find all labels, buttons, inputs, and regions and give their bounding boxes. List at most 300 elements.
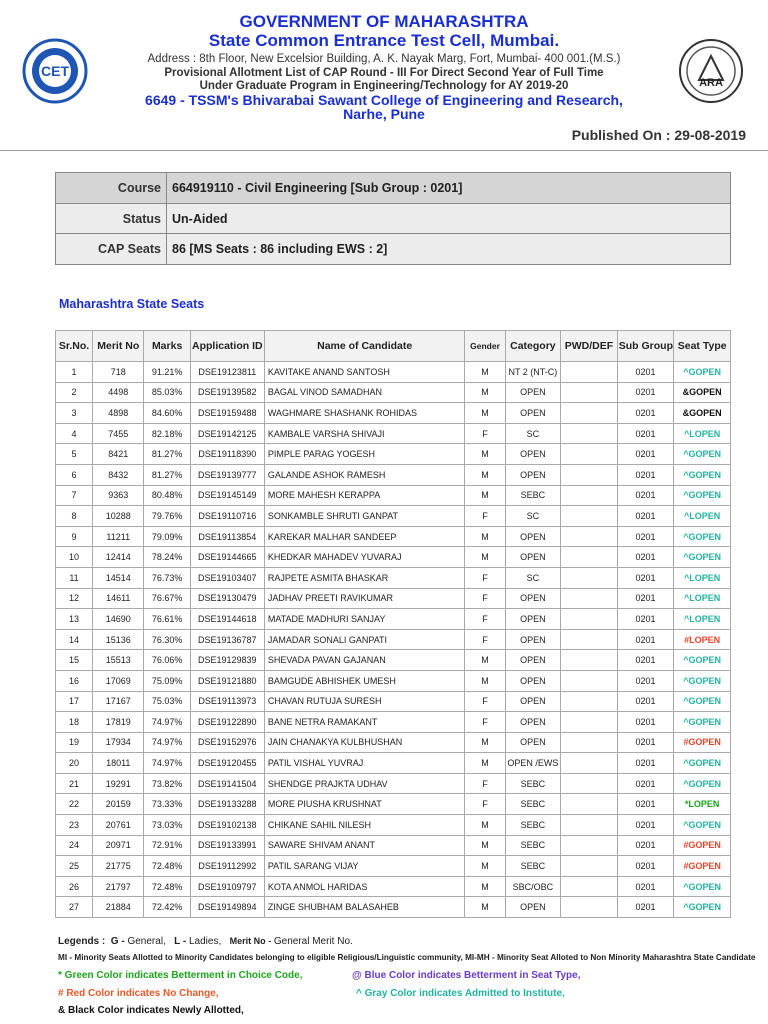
cell-candidate-name: RAJPETE ASMITA BHASKAR (264, 567, 465, 588)
cell-marks: 72.48% (144, 876, 190, 897)
table-row (56, 773, 731, 794)
cell-sub-group: 0201 (617, 650, 674, 671)
cell-gender: M (465, 547, 505, 568)
cell-sr-no: 19 (56, 732, 93, 753)
cell-application-id: DSE19139777 (190, 464, 264, 485)
cell-marks: 81.27% (144, 464, 190, 485)
cell-merit-no: 10288 (93, 506, 144, 527)
legend-l-value: Ladies, (189, 936, 222, 947)
page-header (0, 0, 768, 150)
cell-application-id: DSE19113854 (190, 526, 264, 547)
cell-category: OPEN (505, 629, 561, 650)
cell-application-id: DSE19152976 (190, 732, 264, 753)
cell-candidate-name: MATADE MADHURI SANJAY (264, 609, 465, 630)
provisional-list-title: Provisional Allotment List of CAP Round - III For Direct Second Year of Full Time (164, 67, 604, 79)
cell-marks: 76.30% (144, 629, 190, 650)
cell-gender: M (465, 464, 505, 485)
cell-merit-no: 17167 (93, 691, 144, 712)
cell-application-id: DSE19103407 (190, 567, 264, 588)
cell-seat-type: #GOPEN (674, 856, 731, 877)
cell-merit-no: 8421 (93, 444, 144, 465)
cell-gender: F (465, 794, 505, 815)
cell-merit-no: 20971 (93, 835, 144, 856)
cell-sr-no: 5 (56, 444, 93, 465)
cell-candidate-name: SONKAMBLE SHRUTI GANPAT (264, 506, 465, 527)
cell-category: SBC/OBC (505, 876, 561, 897)
cell-seat-type: ^LOPEN (674, 423, 731, 444)
cell-gender: F (465, 506, 505, 527)
cell-sr-no: 14 (56, 629, 93, 650)
status-label: Status (56, 204, 167, 234)
address-line: Address : 8th Floor, New Excelsior Building, A. K. Nayak Marg, Fort, Mumbai- 400 001.(M.S.) (147, 53, 621, 65)
col-header-pwd-def: PWD/DEF (561, 331, 618, 362)
col-header-merit-no: Merit No (93, 331, 144, 362)
cell-merit-no: 19291 (93, 773, 144, 794)
cell-seat-type: ^GOPEN (674, 876, 731, 897)
cell-merit-no: 21797 (93, 876, 144, 897)
cell-seat-type: ^LOPEN (674, 506, 731, 527)
cell-category: OPEN /EWS (505, 753, 561, 774)
cell-sr-no: 24 (56, 835, 93, 856)
col-header-name: Name of Candidate (264, 331, 465, 362)
legend-l-key: L - (174, 936, 187, 947)
col-header-seat-type: Seat Type (674, 331, 731, 362)
cell-merit-no: 12414 (93, 547, 144, 568)
cell-marks: 74.97% (144, 732, 190, 753)
cell-gender: M (465, 485, 505, 506)
cell-pwd-def (561, 588, 618, 609)
cell-sub-group: 0201 (617, 691, 674, 712)
cell-category: OPEN (505, 382, 561, 403)
table-row (56, 897, 731, 918)
cell-merit-no: 14611 (93, 588, 144, 609)
cell-candidate-name: SAWARE SHIVAM ANANT (264, 835, 465, 856)
cell-marks: 76.73% (144, 567, 190, 588)
cell-pwd-def (561, 670, 618, 691)
cell-sub-group: 0201 (617, 609, 674, 630)
cell-seat-type: ^GOPEN (674, 773, 731, 794)
cell-application-id: DSE19122890 (190, 712, 264, 733)
cell-sr-no: 2 (56, 382, 93, 403)
cell-category: OPEN (505, 732, 561, 753)
cell-marks: 81.27% (144, 444, 190, 465)
col-header-sub-group: Sub Group (617, 331, 674, 362)
course-value: 664919110 - Civil Engineering [Sub Group : 0201] (167, 173, 731, 204)
cell-seat-type: ^GOPEN (674, 362, 731, 383)
cell-category: SEBC (505, 835, 561, 856)
cell-seat-type: #GOPEN (674, 732, 731, 753)
cell-merit-no: 718 (93, 362, 144, 383)
cell-sub-group: 0201 (617, 897, 674, 918)
cell-application-id: DSE19141504 (190, 773, 264, 794)
cell-pwd-def (561, 835, 618, 856)
cell-merit-no: 8432 (93, 464, 144, 485)
cap-seats-label: CAP Seats (56, 234, 167, 265)
cell-category: OPEN (505, 670, 561, 691)
cell-gender: F (465, 588, 505, 609)
cell-sub-group: 0201 (617, 547, 674, 568)
cell-category: OPEN (505, 588, 561, 609)
cell-sub-group: 0201 (617, 485, 674, 506)
course-info-table (55, 172, 731, 265)
table-row (56, 815, 731, 836)
cell-category: OPEN (505, 650, 561, 671)
legend-g-key: G - (110, 936, 125, 947)
cell-application-id: DSE19112992 (190, 856, 264, 877)
allotment-table (55, 330, 731, 918)
cell-pwd-def (561, 650, 618, 671)
table-row (56, 526, 731, 547)
cell-pwd-def (561, 794, 618, 815)
cell-application-id: DSE19144665 (190, 547, 264, 568)
cell-gender: M (465, 382, 505, 403)
course-row (56, 173, 731, 204)
table-row (56, 835, 731, 856)
cell-gender: M (465, 835, 505, 856)
cell-gender: F (465, 423, 505, 444)
cell-category: SEBC (505, 856, 561, 877)
cell-sub-group: 0201 (617, 464, 674, 485)
cell-category: OPEN (505, 547, 561, 568)
cell-application-id: DSE19123811 (190, 362, 264, 383)
cell-category: OPEN (505, 712, 561, 733)
cell-application-id: DSE19109797 (190, 876, 264, 897)
cell-marks: 74.97% (144, 712, 190, 733)
cell-gender: F (465, 691, 505, 712)
government-title: GOVERNMENT OF MAHARASHTRA (239, 12, 529, 31)
cell-sr-no: 3 (56, 403, 93, 424)
program-title: Under Graduate Program in Engineering/Technology for AY 2019-20 (199, 80, 569, 92)
cell-pwd-def (561, 506, 618, 527)
cell-candidate-name: WAGHMARE SHASHANK ROHIDAS (264, 403, 465, 424)
cell-sub-group: 0201 (617, 382, 674, 403)
college-name-line2: Narhe, Pune (343, 106, 425, 122)
cell-candidate-name: KAMBALE VARSHA SHIVAJI (264, 423, 465, 444)
cell-sr-no: 21 (56, 773, 93, 794)
section-title: Maharashtra State Seats (59, 297, 205, 311)
cell-marks: 84.60% (144, 403, 190, 424)
cet-logo-text: CET (41, 63, 69, 79)
cell-sr-no: 18 (56, 712, 93, 733)
cell-gender: M (465, 526, 505, 547)
cell-pwd-def (561, 464, 618, 485)
cell-marks: 75.03% (144, 691, 190, 712)
table-row (56, 444, 731, 465)
cell-merit-no: 7455 (93, 423, 144, 444)
cell-pwd-def (561, 753, 618, 774)
cell-sr-no: 22 (56, 794, 93, 815)
cell-marks: 73.03% (144, 815, 190, 836)
cell-candidate-name: BAMGUDE ABHISHEK UMESH (264, 670, 465, 691)
cell-sr-no: 8 (56, 506, 93, 527)
cell-sr-no: 6 (56, 464, 93, 485)
cell-sub-group: 0201 (617, 423, 674, 444)
cell-candidate-name: KHEDKAR MAHADEV YUVARAJ (264, 547, 465, 568)
cell-gender: M (465, 650, 505, 671)
cell-merit-no: 21884 (93, 897, 144, 918)
cell-pwd-def (561, 629, 618, 650)
status-row (56, 204, 731, 234)
cell-merit-no: 14690 (93, 609, 144, 630)
cell-pwd-def (561, 485, 618, 506)
cell-seat-type: ^GOPEN (674, 485, 731, 506)
cell-sr-no: 11 (56, 567, 93, 588)
cell-pwd-def (561, 691, 618, 712)
college-name (0, 93, 768, 121)
cell-candidate-name: GALANDE ASHOK RAMESH (264, 464, 465, 485)
cell-category: SC (505, 423, 561, 444)
cell-sub-group: 0201 (617, 506, 674, 527)
cell-title: State Common Entrance Test Cell, Mumbai. (208, 31, 560, 50)
cell-merit-no: 17819 (93, 712, 144, 733)
cell-seat-type: ^GOPEN (674, 712, 731, 733)
cell-sub-group: 0201 (617, 712, 674, 733)
legend-red: # Red Color indicates No Change, (58, 988, 219, 999)
cell-application-id: DSE19129839 (190, 650, 264, 671)
cell-gender: M (465, 815, 505, 836)
cell-category: SC (505, 567, 561, 588)
cell-seat-type: #GOPEN (674, 835, 731, 856)
cell-application-id: DSE19145149 (190, 485, 264, 506)
legend-g-value: General, (127, 936, 166, 947)
cell-application-id: DSE19118390 (190, 444, 264, 465)
cell-marks: 75.09% (144, 670, 190, 691)
cell-candidate-name: SHEVADA PAVAN GAJANAN (264, 650, 465, 671)
cell-seat-type: ^GOPEN (674, 444, 731, 465)
col-header-gender: Gender (465, 331, 505, 362)
cell-sr-no: 9 (56, 526, 93, 547)
cell-pwd-def (561, 567, 618, 588)
cell-application-id: DSE19133991 (190, 835, 264, 856)
cell-sr-no: 23 (56, 815, 93, 836)
cell-marks: 80.48% (144, 485, 190, 506)
legend-minority-line: MI - Minority Seats Allotted to Minority Candidates belonging to eligible Religious/Linguistic community, MI-MH - Minority Seat Alloted to Non Minority Maharashtra State Candidate (58, 953, 756, 962)
legend-merit-value: General Merit No. (273, 936, 353, 947)
legend-blue: @ Blue Color indicates Betterment in Seat Type, (352, 970, 581, 981)
cell-merit-no: 4898 (93, 403, 144, 424)
cell-marks: 85.03% (144, 382, 190, 403)
col-header-sr-no: Sr.No. (56, 331, 93, 362)
cell-sub-group: 0201 (617, 362, 674, 383)
cell-category: OPEN (505, 444, 561, 465)
cell-candidate-name: PATIL VISHAL YUVRAJ (264, 753, 465, 774)
table-row (56, 382, 731, 403)
cell-gender: M (465, 897, 505, 918)
table-row (56, 567, 731, 588)
table-row (56, 670, 731, 691)
cell-category: SEBC (505, 485, 561, 506)
cell-category: NT 2 (NT-C) (505, 362, 561, 383)
cell-pwd-def (561, 362, 618, 383)
cell-category: OPEN (505, 691, 561, 712)
cell-marks: 72.42% (144, 897, 190, 918)
cell-sr-no: 12 (56, 588, 93, 609)
cell-pwd-def (561, 526, 618, 547)
cell-sr-no: 1 (56, 362, 93, 383)
legend-label: Legends : (58, 936, 106, 947)
cell-application-id: DSE19121880 (190, 670, 264, 691)
table-row (56, 362, 731, 383)
table-row (56, 650, 731, 671)
cell-gender: M (465, 362, 505, 383)
cell-candidate-name: ZINGE SHUBHAM BALASAHEB (264, 897, 465, 918)
header-divider (0, 150, 768, 151)
cell-gender: F (465, 609, 505, 630)
cell-marks: 73.82% (144, 773, 190, 794)
cell-pwd-def (561, 712, 618, 733)
cell-merit-no: 14514 (93, 567, 144, 588)
cell-sub-group: 0201 (617, 567, 674, 588)
cell-seat-type: #LOPEN (674, 629, 731, 650)
cell-candidate-name: JAMADAR SONALI GANPATI (264, 629, 465, 650)
table-row (56, 506, 731, 527)
cell-pwd-def (561, 732, 618, 753)
cell-marks: 82.18% (144, 423, 190, 444)
cell-application-id: DSE19110716 (190, 506, 264, 527)
cell-gender: F (465, 712, 505, 733)
cell-sub-group: 0201 (617, 773, 674, 794)
cell-category: SEBC (505, 794, 561, 815)
cell-gender: M (465, 856, 505, 877)
cell-pwd-def (561, 444, 618, 465)
cell-gender: M (465, 444, 505, 465)
cell-pwd-def (561, 876, 618, 897)
cell-candidate-name: KOTA ANMOL HARIDAS (264, 876, 465, 897)
cell-category: OPEN (505, 609, 561, 630)
table-row (56, 403, 731, 424)
cell-seat-type: ^LOPEN (674, 567, 731, 588)
status-value: Un-Aided (167, 204, 731, 234)
cell-merit-no: 15513 (93, 650, 144, 671)
cell-merit-no: 9363 (93, 485, 144, 506)
cell-sub-group: 0201 (617, 815, 674, 836)
cell-sr-no: 27 (56, 897, 93, 918)
table-row (56, 464, 731, 485)
table-row (56, 629, 731, 650)
cap-seats-row (56, 234, 731, 265)
course-label: Course (56, 173, 167, 204)
cell-merit-no: 17934 (93, 732, 144, 753)
cell-seat-type: ^GOPEN (674, 691, 731, 712)
cell-merit-no: 21775 (93, 856, 144, 877)
table-row (56, 732, 731, 753)
cell-marks: 72.91% (144, 835, 190, 856)
table-row (56, 609, 731, 630)
col-header-marks: Marks (144, 331, 190, 362)
cell-gender: M (465, 732, 505, 753)
cell-pwd-def (561, 547, 618, 568)
cell-gender: M (465, 876, 505, 897)
cell-application-id: DSE19130479 (190, 588, 264, 609)
cell-sub-group: 0201 (617, 876, 674, 897)
cell-sr-no: 20 (56, 753, 93, 774)
cell-category: OPEN (505, 897, 561, 918)
cell-application-id: DSE19136787 (190, 629, 264, 650)
cell-pwd-def (561, 815, 618, 836)
cell-candidate-name: PATIL SARANG VIJAY (264, 856, 465, 877)
table-row (56, 588, 731, 609)
cell-pwd-def (561, 423, 618, 444)
cell-seat-type: ^GOPEN (674, 753, 731, 774)
cell-seat-type: ^LOPEN (674, 588, 731, 609)
cell-marks: 73.33% (144, 794, 190, 815)
cell-seat-type: &GOPEN (674, 382, 731, 403)
cell-application-id: DSE19113973 (190, 691, 264, 712)
cell-merit-no: 18011 (93, 753, 144, 774)
cell-pwd-def (561, 403, 618, 424)
cell-candidate-name: KAVITAKE ANAND SANTOSH (264, 362, 465, 383)
col-header-application-id: Application ID (190, 331, 264, 362)
table-row (56, 876, 731, 897)
table-row (56, 691, 731, 712)
table-header-row (56, 331, 731, 362)
cell-gender: M (465, 753, 505, 774)
cell-application-id: DSE19159488 (190, 403, 264, 424)
table-body (56, 362, 731, 918)
cell-pwd-def (561, 856, 618, 877)
cell-marks: 79.09% (144, 526, 190, 547)
cell-pwd-def (561, 609, 618, 630)
cell-application-id: DSE19139582 (190, 382, 264, 403)
cell-marks: 76.61% (144, 609, 190, 630)
cell-merit-no: 11211 (93, 526, 144, 547)
cell-sub-group: 0201 (617, 794, 674, 815)
table-row (56, 856, 731, 877)
cell-candidate-name: PIMPLE PARAG YOGESH (264, 444, 465, 465)
cell-marks: 76.67% (144, 588, 190, 609)
cell-seat-type: ^GOPEN (674, 464, 731, 485)
cell-pwd-def (561, 897, 618, 918)
cell-sr-no: 15 (56, 650, 93, 671)
cell-merit-no: 20159 (93, 794, 144, 815)
cell-candidate-name: BAGAL VINOD SAMADHAN (264, 382, 465, 403)
cell-pwd-def (561, 382, 618, 403)
cell-category: OPEN (505, 526, 561, 547)
cell-category: SC (505, 506, 561, 527)
cell-marks: 72.48% (144, 856, 190, 877)
cell-gender: F (465, 629, 505, 650)
cell-seat-type: ^GOPEN (674, 670, 731, 691)
cell-candidate-name: CHIKANE SAHIL NILESH (264, 815, 465, 836)
cell-seat-type: ^GOPEN (674, 547, 731, 568)
cell-marks: 74.97% (144, 753, 190, 774)
cell-gender: F (465, 567, 505, 588)
cell-sr-no: 10 (56, 547, 93, 568)
cell-marks: 79.76% (144, 506, 190, 527)
cell-candidate-name: CHAVAN RUTUJA SURESH (264, 691, 465, 712)
cell-sub-group: 0201 (617, 403, 674, 424)
cell-application-id: DSE19133288 (190, 794, 264, 815)
legend-gray: ^ Gray Color indicates Admitted to Institute, (356, 988, 565, 999)
cell-sub-group: 0201 (617, 629, 674, 650)
cell-sub-group: 0201 (617, 444, 674, 465)
college-name-line1: 6649 - TSSM's Bhivarabai Sawant College of Engineering and Research, (145, 92, 623, 108)
cell-pwd-def (561, 773, 618, 794)
cell-sr-no: 7 (56, 485, 93, 506)
cell-candidate-name: BANE NETRA RAMAKANT (264, 712, 465, 733)
cell-marks: 76.06% (144, 650, 190, 671)
cell-merit-no: 17069 (93, 670, 144, 691)
cell-application-id: DSE19102138 (190, 815, 264, 836)
legend-merit-key: Merit No - (229, 936, 272, 946)
cell-candidate-name: KAREKAR MALHAR SANDEEP (264, 526, 465, 547)
cell-sub-group: 0201 (617, 670, 674, 691)
cell-seat-type: ^GOPEN (674, 815, 731, 836)
cell-merit-no: 15136 (93, 629, 144, 650)
cell-seat-type: ^GOPEN (674, 650, 731, 671)
table-row (56, 547, 731, 568)
cell-sr-no: 17 (56, 691, 93, 712)
